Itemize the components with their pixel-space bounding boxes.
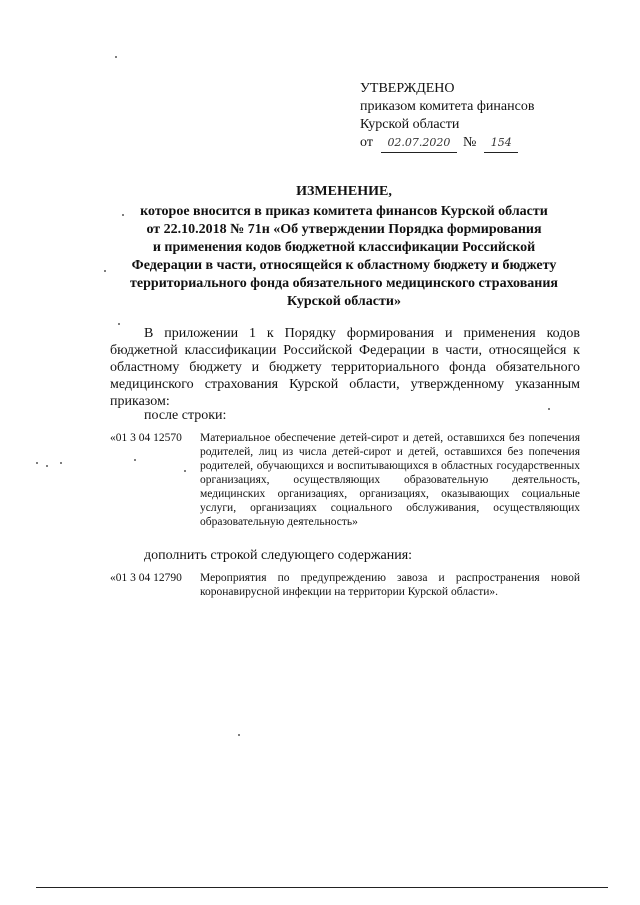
approval-line-1: приказом комитета финансов <box>360 99 535 114</box>
handwritten-date: 02.07.2020 <box>381 134 457 153</box>
number-sign: № <box>462 135 477 150</box>
approval-line-2: Курской области <box>360 117 460 132</box>
bottom-divider <box>36 887 608 888</box>
title-heading: ИЗМЕНЕНИЕ, <box>296 184 392 199</box>
scan-speck <box>118 323 120 325</box>
title-line: которое вносится в приказ комитета финансов Курской области <box>140 204 548 219</box>
scan-speck <box>104 270 106 272</box>
title-line: от 22.10.2018 № 71н «Об утверждении Порядка формирования <box>146 222 542 237</box>
budget-code: «01 3 04 12790 <box>110 572 182 584</box>
approved-label: УТВЕРЖДЕНО <box>360 81 455 96</box>
budget-code-description: Материальное обеспечение детей-сирот и детей, оставшихся без попечения родителей, лиц из числа детей-сирот и детей, оставшихся без попечения родителей, обучающихся и воспитывающихся в областных государственных организациях, осуществляющих образовательную деятельность, медицинских организациях, организациях, оказывающих социальные услуги, организациях социального обслуживания, осуществляющих образовательную деятельность» <box>200 432 580 528</box>
scan-speck <box>134 459 136 461</box>
budget-code-description: Мероприятия по предупреждению завоза и распространения новой коронавирусной инфекции на территории Курской области». <box>200 572 580 598</box>
handwritten-number: 154 <box>484 134 518 153</box>
budget-code-row <box>110 571 580 599</box>
date-prefix: от <box>360 135 373 150</box>
budget-code: «01 3 04 12570 <box>110 432 182 444</box>
document-title <box>98 183 590 311</box>
approval-date-line <box>360 134 534 153</box>
scan-speck <box>60 462 62 464</box>
title-line: Курской области» <box>287 294 401 309</box>
scan-speck <box>115 56 117 58</box>
scan-speck <box>36 462 38 464</box>
title-line: Федерации в части, относящейся к областному бюджету и бюджету <box>131 258 557 273</box>
budget-code-row <box>110 431 580 529</box>
scan-speck <box>46 465 48 467</box>
intro-paragraph: В приложении 1 к Порядку формирования и применения кодов бюджетной классификации Российской Федерации в части, относящейся к областному бюджету и бюджету территориального фонда обязательного медицинского страхования Курской области, утвержденному указанным приказом: <box>110 326 580 409</box>
scan-speck <box>184 470 186 472</box>
after-line-label: после строки: <box>144 408 227 423</box>
scan-speck <box>238 734 240 736</box>
title-line: и применения кодов бюджетной классификации Российской <box>152 240 536 255</box>
title-line: территориального фонда обязательного медицинского страхования <box>130 276 558 291</box>
scan-speck <box>548 408 550 410</box>
approval-stamp <box>360 80 534 153</box>
scan-speck <box>122 214 124 216</box>
supplement-line-label: дополнить строкой следующего содержания: <box>144 548 413 563</box>
